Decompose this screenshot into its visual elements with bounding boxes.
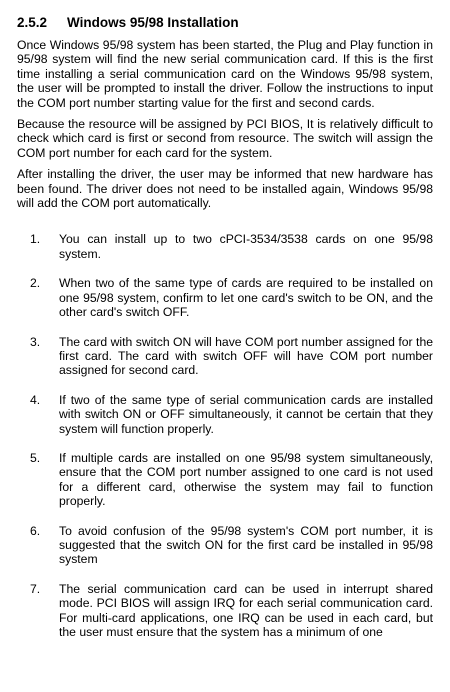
list-item-text: The card with switch ON will have COM port number assigned for the first card. The card with switch OFF will have COM port number assigned for second card. (59, 334, 433, 378)
list-item-number: 3. (30, 334, 41, 349)
list-item-number: 5. (30, 450, 41, 465)
paragraph-pci-bios: Because the resource will be assigned by PCI BIOS, It is relatively difficult to check which card is first or second from resource. The switch will assign the COM port number for each card for the system. (17, 117, 433, 160)
list-item-text: You can install up to two cPCI-3534/3538 cards on one 95/98 system. (59, 232, 433, 261)
section-number: 2.5.2 (17, 15, 48, 30)
list-item (17, 451, 433, 509)
paragraph-new-hardware: After installing the driver, the user may be informed that new hardware has been found. The driver does not need to be installed again, Windows 95/98 will add the COM port automatically. (17, 167, 433, 211)
list-item-text: If multiple cards are installed on one 95/98 system simultaneously, ensure that the COM port number assigned to one card is not used for a different card, otherwise the system may fail to function properly. (59, 450, 433, 509)
paragraph-plug-and-play: Once Windows 95/98 system has been started, the Plug and Play function in 95/98 system will find the new serial communication card. If this is the first time installing a serial communication card on the Windows 95/98 system, the user will be prompted to install the driver. Follow the instructions to input the COM port number starting value for the first and second cards. (17, 38, 433, 110)
section-heading (17, 14, 433, 32)
list-item-text: To avoid confusion of the 95/98 system's COM port number, it is suggested that the switch ON for the first card be installed in 95/98 system (59, 523, 433, 567)
section-title: Windows 95/98 Installation (67, 15, 239, 30)
list-item-number: 7. (30, 581, 41, 596)
list-item-text: When two of the same type of cards are required to be installed on one 95/98 system, confirm to let one card's switch to be ON, and the other card's switch OFF. (59, 276, 433, 320)
document-page (17, 14, 433, 654)
list-item (17, 524, 433, 567)
list-item-number: 4. (30, 392, 41, 407)
list-item-text: If two of the same type of serial communication cards are installed with switch ON or OFF simultaneously, it cannot be certain that they system will function properly. (59, 392, 433, 436)
list-item (17, 232, 433, 261)
list-item-number: 1. (30, 232, 41, 247)
installation-notes-list (17, 232, 433, 639)
list-item-text: The serial communication card can be used in interrupt shared mode. PCI BIOS will assign IRQ for each serial communication card. For multi-card applications, one IRQ can be used in each card, but the user must ensure that the system has a minimum of one (59, 581, 433, 639)
list-item-number: 2. (30, 276, 41, 291)
list-item (17, 276, 433, 319)
list-item (17, 393, 433, 436)
list-item (17, 335, 433, 378)
list-item (17, 582, 433, 640)
list-item-number: 6. (30, 523, 41, 538)
